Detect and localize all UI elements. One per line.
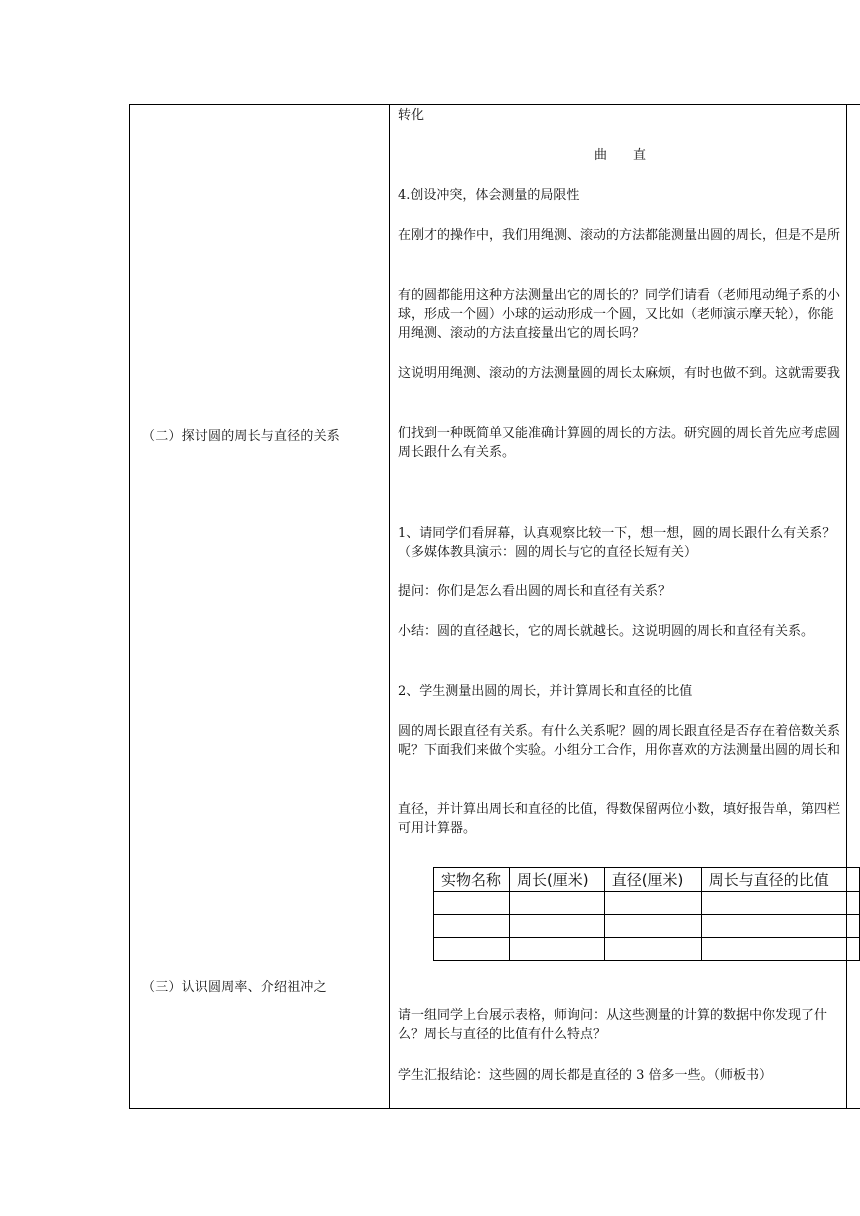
table-header-cell: 周长与直径的比值 [701, 868, 859, 892]
report-table-header [434, 868, 860, 892]
table-cell [509, 915, 604, 938]
table-header-cell: 直径(厘米) [604, 868, 701, 892]
question-1-ask: 提问：你们是怎么看出圆的周长和直径有关系？ [398, 584, 672, 599]
section-4-title: 4.创设冲突，体会测量的局限性 [398, 188, 580, 203]
paragraph-after-b: 学生汇报结论：这些圆的周长都是直径的 3 倍多一些。（师板书） [398, 1068, 773, 1083]
table-row [434, 938, 860, 961]
table-header-cell: 实物名称 [434, 868, 510, 892]
question-2: 2、学生测量出圆的周长，并计算周长和直径的比值 [398, 684, 693, 699]
report-table [433, 867, 860, 961]
paragraph-4a: 在刚才的操作中，我们用绳测、滚动的方法都能测量出圆的周长，但是不是所 [398, 228, 841, 243]
curve-straight-label: 曲 直 [593, 148, 646, 163]
table-cell [434, 892, 510, 915]
table-cell [604, 892, 701, 915]
paragraph-4b: 有的圆都能用这种方法测量出它的周长的？同学们请看（老师甩动绳子系的小球，形成一个圆）小球的运动形成一个圆，又比如（老师演示摩天轮），你能用绳测、滚动的方法直接量出它的周长吗？ [398, 288, 841, 341]
table-cell [604, 915, 701, 938]
section-2-label: （二）探讨圆的周长与直径的关系 [142, 429, 341, 444]
table-row [434, 915, 860, 938]
question-2-a: 圆的周长跟直径有关系。有什么关系呢？圆的周长跟直径是否存在着倍数关系呢？下面我们来做个实验。小组分工合作，用你喜欢的方法测量出圆的周长和 [398, 724, 841, 758]
table-cell [434, 915, 510, 938]
table-cell [434, 938, 510, 961]
table-cell [701, 915, 859, 938]
table-cell [509, 938, 604, 961]
question-2-b: 直径，并计算出周长和直径的比值，得数保留两位小数，填好报告单，第四栏可用计算器。 [398, 802, 841, 836]
question-1: 1、请同学们看屏幕，认真观察比较一下，想一想，圆的周长跟什么有关系？（多媒体教具演示：圆的周长与它的直径长短有关） [398, 526, 836, 560]
paragraph-4d: 们找到一种既简单又能准确计算圆的周长的方法。研究圆的周长首先应考虑圆周长跟什么有关系。 [398, 426, 841, 460]
table-cell [509, 892, 604, 915]
section-3-label: （三）认识圆周率、介绍祖冲之 [142, 980, 327, 995]
paragraph-after-a: 请一组同学上台展示表格，师询问：从这些测量的计算的数据中你发现了什么？周长与直径的比值有什么特点？ [398, 1008, 828, 1042]
table-cell [604, 938, 701, 961]
table-cell [701, 892, 859, 915]
question-1-summary: 小结：圆的直径越长，它的周长就越长。这说明圆的周长和直径有关系。 [398, 624, 815, 639]
paragraph-transform: 转化 [398, 108, 425, 123]
paragraph-4c: 这说明用绳测、滚动的方法测量圆的周长太麻烦，有时也做不到。这就需要我 [398, 366, 841, 381]
table-cell [701, 938, 859, 961]
table-row [434, 892, 860, 915]
table-header-cell: 周长(厘米) [509, 868, 604, 892]
